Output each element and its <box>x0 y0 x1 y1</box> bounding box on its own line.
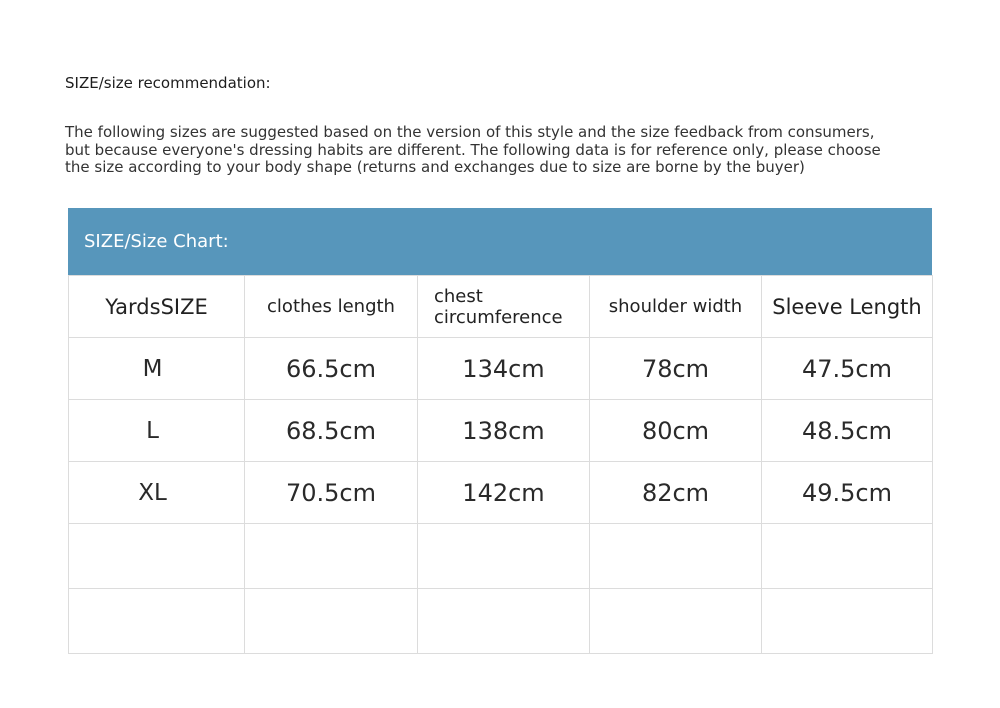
size-chart-banner: SIZE/Size Chart: <box>68 208 932 275</box>
cell-clothes-length: 66.5cm <box>245 338 418 400</box>
empty-cell <box>590 524 762 589</box>
cell-shoulder: 78cm <box>590 338 762 400</box>
intro-line: the size according to your body shape (returns and exchanges due to size are borne by the buyer) <box>65 158 805 176</box>
column-header-chest <box>418 276 590 338</box>
column-header-shoulder-width: shoulder width <box>590 276 762 338</box>
cell-size: M <box>69 338 245 400</box>
cell-sleeve: 48.5cm <box>762 400 933 462</box>
size-chart-table <box>68 275 933 654</box>
empty-cell <box>762 524 933 589</box>
size-chart <box>68 208 932 654</box>
cell-sleeve: 47.5cm <box>762 338 933 400</box>
table-row <box>69 462 933 524</box>
column-header-sleeve-length: Sleeve Length <box>762 276 933 338</box>
cell-chest: 142cm <box>418 462 590 524</box>
table-row <box>69 400 933 462</box>
intro-line: but because everyone's dressing habits are different. The following data is for reference only, please choose <box>65 140 881 159</box>
empty-cell <box>69 524 245 589</box>
cell-shoulder: 80cm <box>590 400 762 462</box>
empty-cell <box>762 589 933 654</box>
cell-shoulder: 82cm <box>590 462 762 524</box>
size-recommendation-heading: SIZE/size recommendation: <box>65 74 271 92</box>
empty-cell <box>418 524 590 589</box>
empty-table-row <box>69 589 933 654</box>
empty-table-row <box>69 524 933 589</box>
empty-cell <box>69 589 245 654</box>
column-header-chest-line2: circumference <box>434 306 563 328</box>
empty-cell <box>590 589 762 654</box>
cell-clothes-length: 70.5cm <box>245 462 418 524</box>
column-header-size: YardsSIZE <box>69 276 245 338</box>
empty-cell <box>245 524 418 589</box>
cell-sleeve: 49.5cm <box>762 462 933 524</box>
table-header-row <box>69 276 933 338</box>
table-row <box>69 338 933 400</box>
cell-chest: 138cm <box>418 400 590 462</box>
cell-chest: 134cm <box>418 338 590 400</box>
intro-line: The following sizes are suggested based on the version of this style and the size feedback from consumers, <box>65 123 875 141</box>
cell-clothes-length: 68.5cm <box>245 400 418 462</box>
cell-size: L <box>69 400 245 462</box>
empty-cell <box>418 589 590 654</box>
cell-size: XL <box>69 462 245 524</box>
column-header-chest-line1: chest <box>434 285 483 307</box>
size-intro-text <box>65 124 945 177</box>
column-header-clothes-length: clothes length <box>245 276 418 338</box>
empty-cell <box>245 589 418 654</box>
